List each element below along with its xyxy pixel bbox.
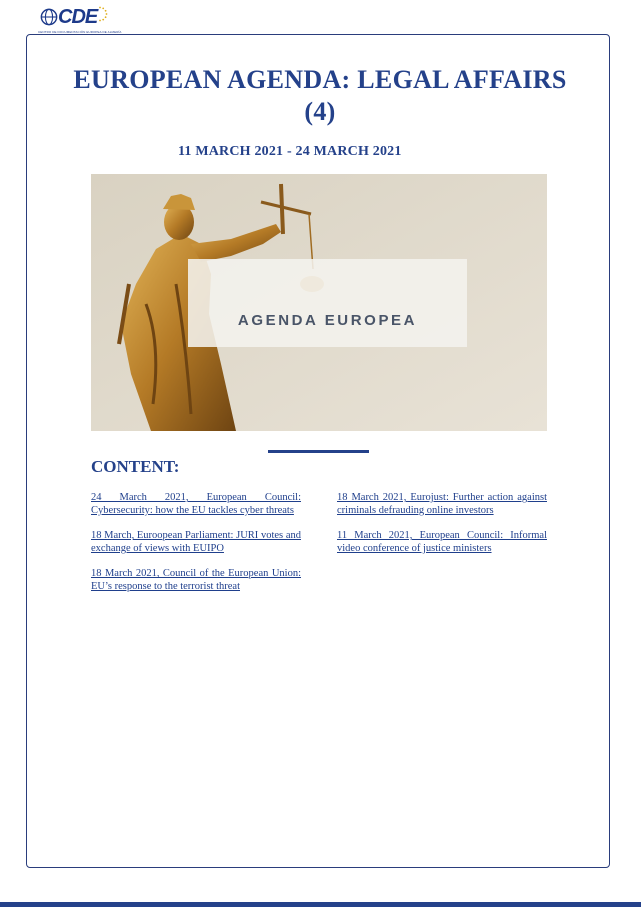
page-title: EUROPEAN AGENDA: LEGAL AFFAIRS (4) xyxy=(73,65,567,126)
content-list-right xyxy=(337,492,547,568)
logo-subtitle: CENTRO DE DOCUMENTACIÓN EUROPEA DE ALMERÍA xyxy=(38,30,122,34)
content-list-left xyxy=(91,492,301,606)
bottom-bar xyxy=(0,902,641,907)
hero-label: AGENDA EUROPEA xyxy=(237,311,418,329)
date-range: 11 MARCH 2021 - 24 MARCH 2021 xyxy=(178,144,402,159)
globe-icon xyxy=(40,8,58,26)
section-divider xyxy=(268,450,369,453)
content-link[interactable]: 11 March 2021, European Council: Informal video conference of justice ministers xyxy=(337,530,547,554)
cde-logo xyxy=(38,4,122,36)
content-link[interactable]: 18 March, Euroopean Parliament: JURI votes and exchange of views with EUIPO xyxy=(91,530,301,554)
hero-image xyxy=(91,174,547,431)
logo-text: CDE xyxy=(58,6,98,28)
content-link[interactable]: 18 March 2021, Eurojust: Further action against criminals defrauding online investors xyxy=(337,492,547,516)
eu-stars-icon xyxy=(92,6,108,22)
content-link[interactable]: 18 March 2021, Council of the European Union: EU’s response to the terrorist threat xyxy=(91,568,301,592)
content-heading: CONTENT: xyxy=(91,457,180,476)
content-link[interactable]: 24 March 2021, European Council: Cybersecurity: how the EU tackles cyber threats xyxy=(91,492,301,516)
hero-label-box xyxy=(188,259,467,347)
